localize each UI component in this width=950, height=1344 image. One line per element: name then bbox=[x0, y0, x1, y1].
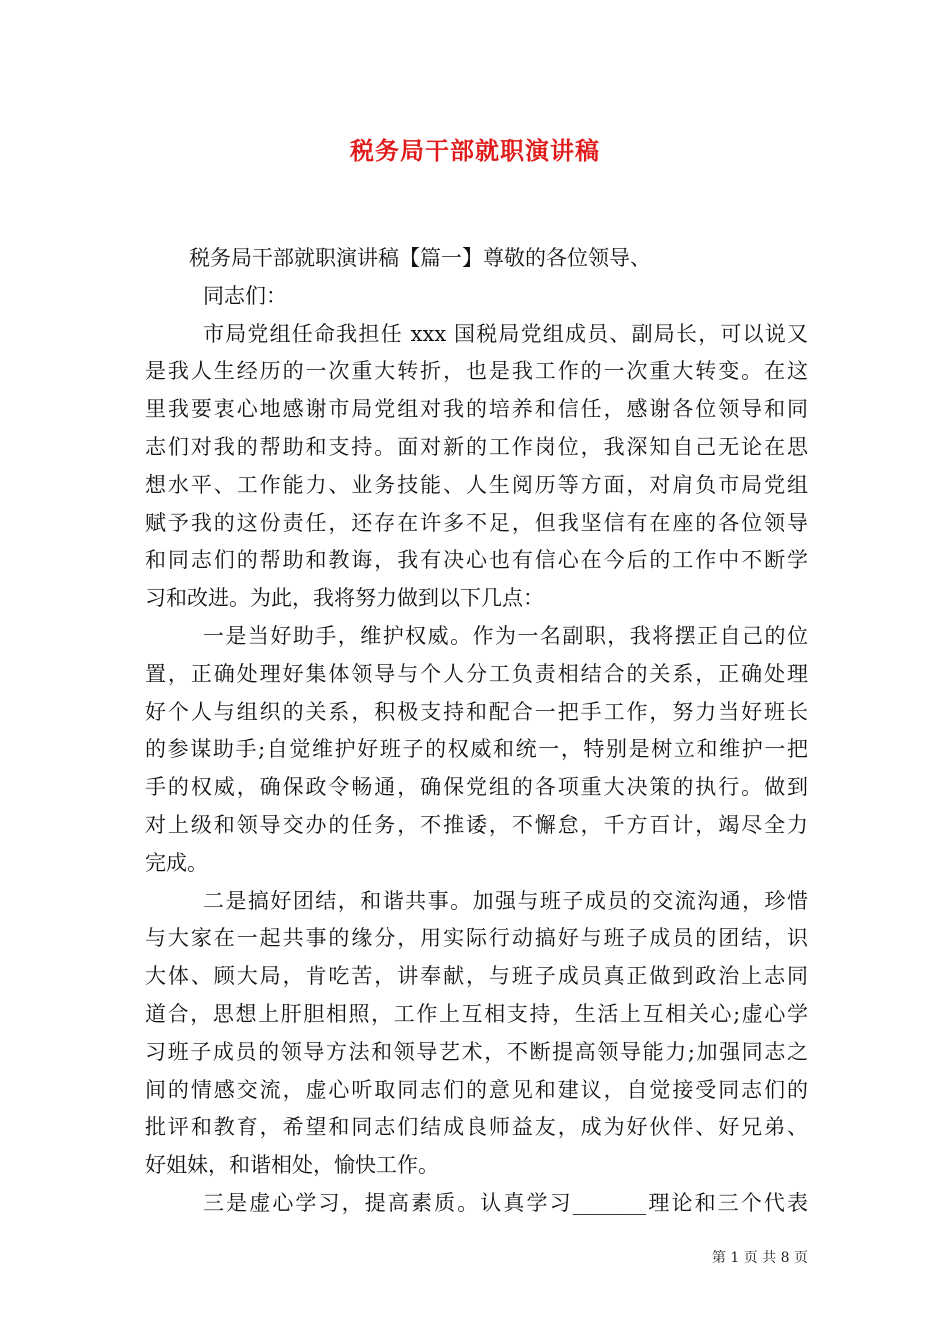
body-line: 三是虚心学习，提高素质。认真学习_______理论和三个代表 bbox=[203, 1190, 808, 1215]
body-line: 赋予我的这份责任，还存在许多不足，但我坚信有在座的各位领导 bbox=[145, 510, 808, 535]
body-line: 和同志们的帮助和教诲，我有决心也有信心在今后的工作中不断学 bbox=[145, 548, 808, 573]
body-line: 想水平、工作能力、业务技能、人生阅历等方面，对肩负市局党组 bbox=[145, 472, 808, 497]
body-line: 是我人生经历的一次重大转折，也是我工作的一次重大转变。在这 bbox=[145, 359, 808, 384]
body-line: 道合，思想上肝胆相照，工作上互相支持，生活上互相关心;虚心学 bbox=[145, 1001, 808, 1026]
body-line: 完成。 bbox=[145, 850, 208, 875]
body-line: 间的情感交流，虚心听取同志们的意见和建议，自觉接受同志们的 bbox=[145, 1077, 808, 1102]
body-line: 税务局干部就职演讲稿【篇一】尊敬的各位领导、 bbox=[189, 246, 651, 270]
body-line: 与大家在一起共事的缘分，用实际行动搞好与班子成员的团结，识 bbox=[145, 926, 808, 951]
body-line: 批评和教育，希望和同志们结成良师益友，成为好伙伴、好兄弟、 bbox=[145, 1115, 808, 1140]
page-number: 第 1 页 共 8 页 bbox=[711, 1250, 808, 1266]
body-line: 大体、顾大局，肯吃苦，讲奉献，与班子成员真正做到政治上志同 bbox=[145, 964, 808, 989]
body-line: 同志们： bbox=[203, 283, 287, 308]
body-line: 里我要衷心地感谢市局党组对我的培养和信任，感谢各位领导和同 bbox=[145, 397, 808, 422]
body-line: 志们对我的帮助和支持。面对新的工作岗位，我深知自己无论在思 bbox=[145, 434, 808, 459]
document-title: 税务局干部就职演讲稿 bbox=[350, 136, 600, 165]
body-line: 一是当好助手，维护权威。作为一名副职，我将摆正自己的位 bbox=[203, 623, 808, 648]
body-line: 置，正确处理好集体领导与个人分工负责相结合的关系，正确处理 bbox=[145, 661, 808, 686]
body-line: 二是搞好团结，和谐共事。加强与班子成员的交流沟通，珍惜 bbox=[203, 888, 808, 913]
body-line: 习和改进。为此，我将努力做到以下几点： bbox=[145, 586, 544, 611]
body-line: 市局党组任命我担任 xxx 国税局党组成员、副局长，可以说又 bbox=[203, 321, 808, 346]
body-line: 好姐妹，和谐相处，愉快工作。 bbox=[145, 1153, 439, 1178]
body-line: 手的权威，确保政令畅通，确保党组的各项重大决策的执行。做到 bbox=[145, 775, 808, 800]
document-body bbox=[145, 240, 808, 1223]
body-line: 好个人与组织的关系，积极支持和配合一把手工作，努力当好班长 bbox=[145, 699, 808, 724]
body-line: 习班子成员的领导方法和领导艺术，不断提高领导能力;加强同志之 bbox=[145, 1039, 808, 1064]
body-line: 的参谋助手;自觉维护好班子的权威和统一，特别是树立和维护一把 bbox=[145, 737, 808, 762]
body-line: 对上级和领导交办的任务，不推诿，不懈怠，千方百计，竭尽全力 bbox=[145, 812, 808, 837]
